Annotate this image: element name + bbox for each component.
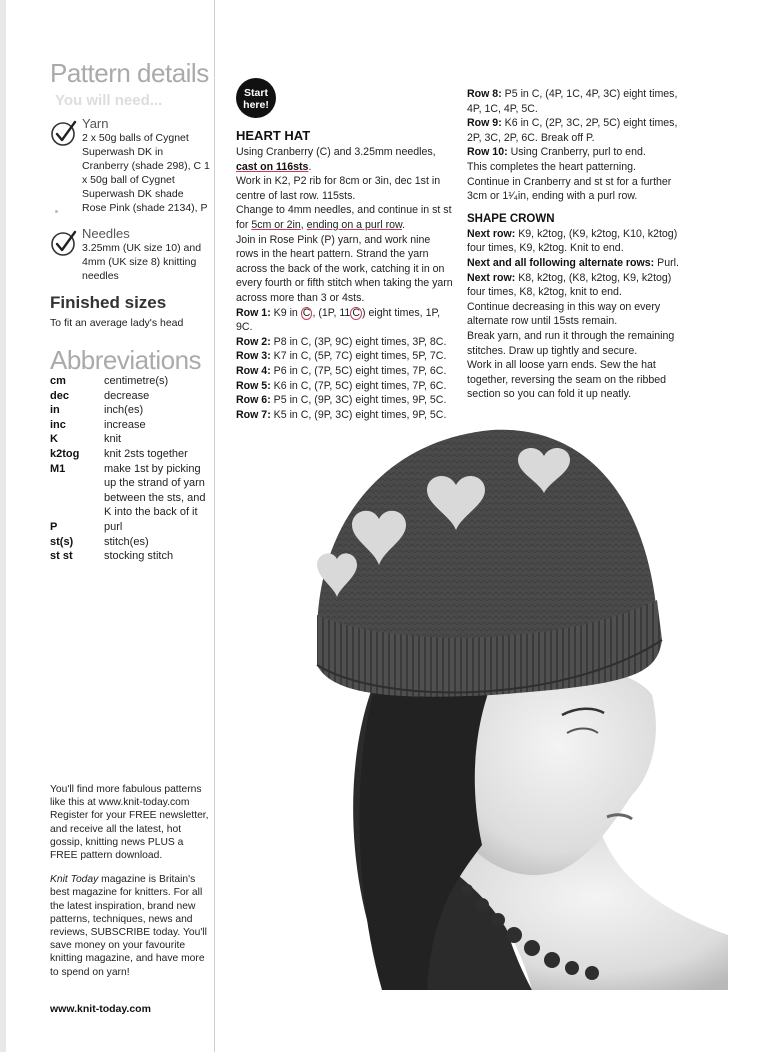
instruction-paragraph: Break yarn, and run it through the remaining stitches. Draw up tightly and secure. [467, 329, 675, 357]
abbreviation-definition: increase [104, 418, 146, 431]
promo-paragraph: You'll find more fabulous patterns like this at www.knit-today.com Register for your FREE newsletter, and receive all the latest, hot gossip, knitting news PLUS a FREE pattern download. [50, 784, 209, 862]
abbreviation-row [50, 549, 210, 564]
instruction-paragraph: Using Cranberry (C) and 3.25mm needles, cast on 116sts. [236, 146, 436, 173]
promo-paragraph [50, 873, 210, 979]
row-instruction: Row 5: K6 in C, (7P, 5C) eight times, 7P, 6C. [236, 379, 447, 392]
badge-line: here! [243, 99, 269, 111]
abbreviation-term: inc [50, 418, 66, 431]
circled-annotation: C [302, 306, 311, 319]
abbreviation-row [50, 374, 210, 389]
instruction-paragraph: Continue decreasing in this way on every alternate row until 15sts remain. [467, 300, 661, 328]
abbreviation-definition: stitch(es) [104, 535, 149, 548]
pattern-details-title: Pattern details [50, 58, 209, 88]
abbreviation-definition: knit 2sts together [104, 447, 188, 460]
you-will-need-subtitle: You will need... [55, 92, 163, 109]
abbreviation-definition: inch(es) [104, 404, 144, 417]
row-instruction: Row 9: K6 in C, (2P, 3C, 2P, 5C) eight times, 2P, 3C, 2P, 6C. Break off P. [467, 117, 678, 144]
abbreviation-row [50, 403, 210, 418]
abbreviation-term: dec [50, 389, 69, 402]
instruction-paragraph: Work in K2, P2 rib for 8cm or 3in, dec 1st in centre of last row. 115sts. [236, 175, 441, 202]
yarn-heading: Yarn [82, 116, 109, 131]
finished-sizes-title: Finished sizes [50, 293, 167, 312]
promo-text [50, 783, 210, 990]
abbreviation-term: P [50, 520, 58, 533]
instruction-paragraph: Work in all loose yarn ends. Sew the hat together, reversing the seam on the ribbed section so you can fold it up neatly. [467, 359, 667, 401]
abbreviation-term: st st [50, 550, 73, 563]
abbreviation-definition: knit [104, 433, 122, 446]
abbreviation-definition: decrease [104, 389, 150, 402]
checkmark-icon [50, 229, 78, 257]
abbreviation-definition: make 1st by picking up the strand of yarn between the sts, and K into the back of it [104, 462, 206, 519]
needles-text: 3.25mm (UK size 10) and 4mm (UK size 8) knitting needles [82, 242, 202, 282]
instructions-column-1 [236, 128, 454, 422]
abbreviation-term: k2tog [50, 447, 80, 460]
annotated-text: cast on 116sts [236, 160, 309, 173]
badge-line: Start [244, 87, 268, 99]
abbreviation-row [50, 447, 210, 462]
abbreviation-row [50, 462, 210, 520]
abbreviation-definition: centimetre(s) [104, 375, 169, 387]
sidebar [0, 0, 215, 1052]
abbreviation-definition: stocking stitch [104, 550, 174, 563]
row-instruction: Row 7: K5 in C, (9P, 3C) eight times, 9P, 5C. [236, 408, 447, 421]
yarn-text: 2 x 50g balls of Cygnet Superwash DK in Cranberry (shade 298), C 1 x 50g ball of Cygnet Superwash DK shade Rose Pink (shade 2134), P [82, 132, 210, 214]
instruction-paragraph: Join in Rose Pink (P) yarn, and work nine rows in the heart pattern. Strand the yarn across the back of the work, catching it in on every fourth or fifth stitch when taking the yarn across more than 3 or 4sts. [236, 233, 453, 304]
instruction-paragraph: This completes the heart patterning. [467, 160, 637, 173]
row-instruction: Row 8: P5 in C, (4P, 1C, 4P, 3C) eight times, 4P, 1C, 4P, 5C. [467, 88, 678, 115]
annotated-text: 5cm or 2in [251, 218, 301, 231]
shape-crown-heading: SHAPE CROWN [467, 212, 555, 225]
abbreviation-row [50, 520, 210, 535]
footer-url[interactable]: www.knit-today.com [50, 1003, 151, 1015]
circled-annotation: C [352, 306, 360, 319]
pattern-title: HEART HAT [236, 128, 311, 143]
divider-dot [55, 210, 58, 213]
magazine-name: Knit Today [50, 874, 99, 886]
annotated-text: ending on a purl row [306, 218, 403, 231]
abbreviation-row [50, 535, 210, 550]
abbreviation-term: M1 [50, 462, 66, 475]
promo-paragraph-rest: magazine is Britain's best magazine for knitters. For all the latest inspiration, brand new patterns, techniques, news and reviews, SUBSCRIBE today. You'll save money on your favourite knitting magazine, and have more to spend on yarn! [50, 874, 207, 978]
needles-heading: Needles [82, 226, 130, 241]
row-instruction: Row 3: K7 in C, (5P, 7C) eight times, 5P, 7C. [236, 350, 447, 363]
abbreviations-title: Abbreviations [50, 345, 202, 375]
abbreviation-term: K [50, 433, 58, 446]
checkmark-icon [50, 119, 78, 147]
abbreviation-row [50, 432, 210, 447]
model-photo [232, 415, 728, 990]
abbreviation-term: st(s) [50, 535, 74, 548]
abbreviation-definition: purl [104, 520, 123, 533]
instruction-paragraph: Change to 4mm needles, and continue in st st for 5cm or 2in, ending on a purl row. [236, 204, 452, 231]
instructions-column-2 [467, 87, 685, 402]
hat-illustration [232, 415, 728, 990]
row-instruction: Row 6: P5 in C, (9P, 3C) eight times, 9P, 5C. [236, 394, 447, 407]
row-instruction: Row 1: K9 in C , (1P, 11 C ) eight times, 1P, 9C. [236, 306, 441, 334]
abbreviation-row [50, 389, 210, 404]
row-instruction: Next row: K9, k2tog, (K9, k2tog, K10, k2tog) four times, K9, k2tog. Knit to end. [467, 227, 678, 255]
row-instruction: Row 10: Using Cranberry, purl to end. [467, 146, 646, 159]
instruction-paragraph: Continue in Cranberry and st st for a further 3cm or 1¹⁄₄in, ending with a purl row. [467, 175, 672, 203]
row-instruction: Next row: K8, k2tog, (K8, k2tog, K9, k2tog) four times, K8, k2tog, knit to end. [467, 271, 672, 299]
abbreviations-list [50, 374, 210, 564]
abbreviation-term: cm [50, 375, 66, 387]
abbreviation-term: in [50, 404, 60, 417]
row-instruction: Row 2: P8 in C, (3P, 9C) eight times, 3P, 8C. [236, 335, 447, 348]
sidebar-divider [214, 0, 215, 1052]
row-instruction: Row 4: P6 in C, (7P, 5C) eight times, 7P, 6C. [236, 364, 447, 377]
start-here-badge [236, 78, 276, 118]
finished-sizes-text: To fit an average lady's head [50, 317, 184, 329]
abbreviation-row [50, 418, 210, 433]
row-instruction: Next and all following alternate rows: Purl. [467, 256, 679, 269]
